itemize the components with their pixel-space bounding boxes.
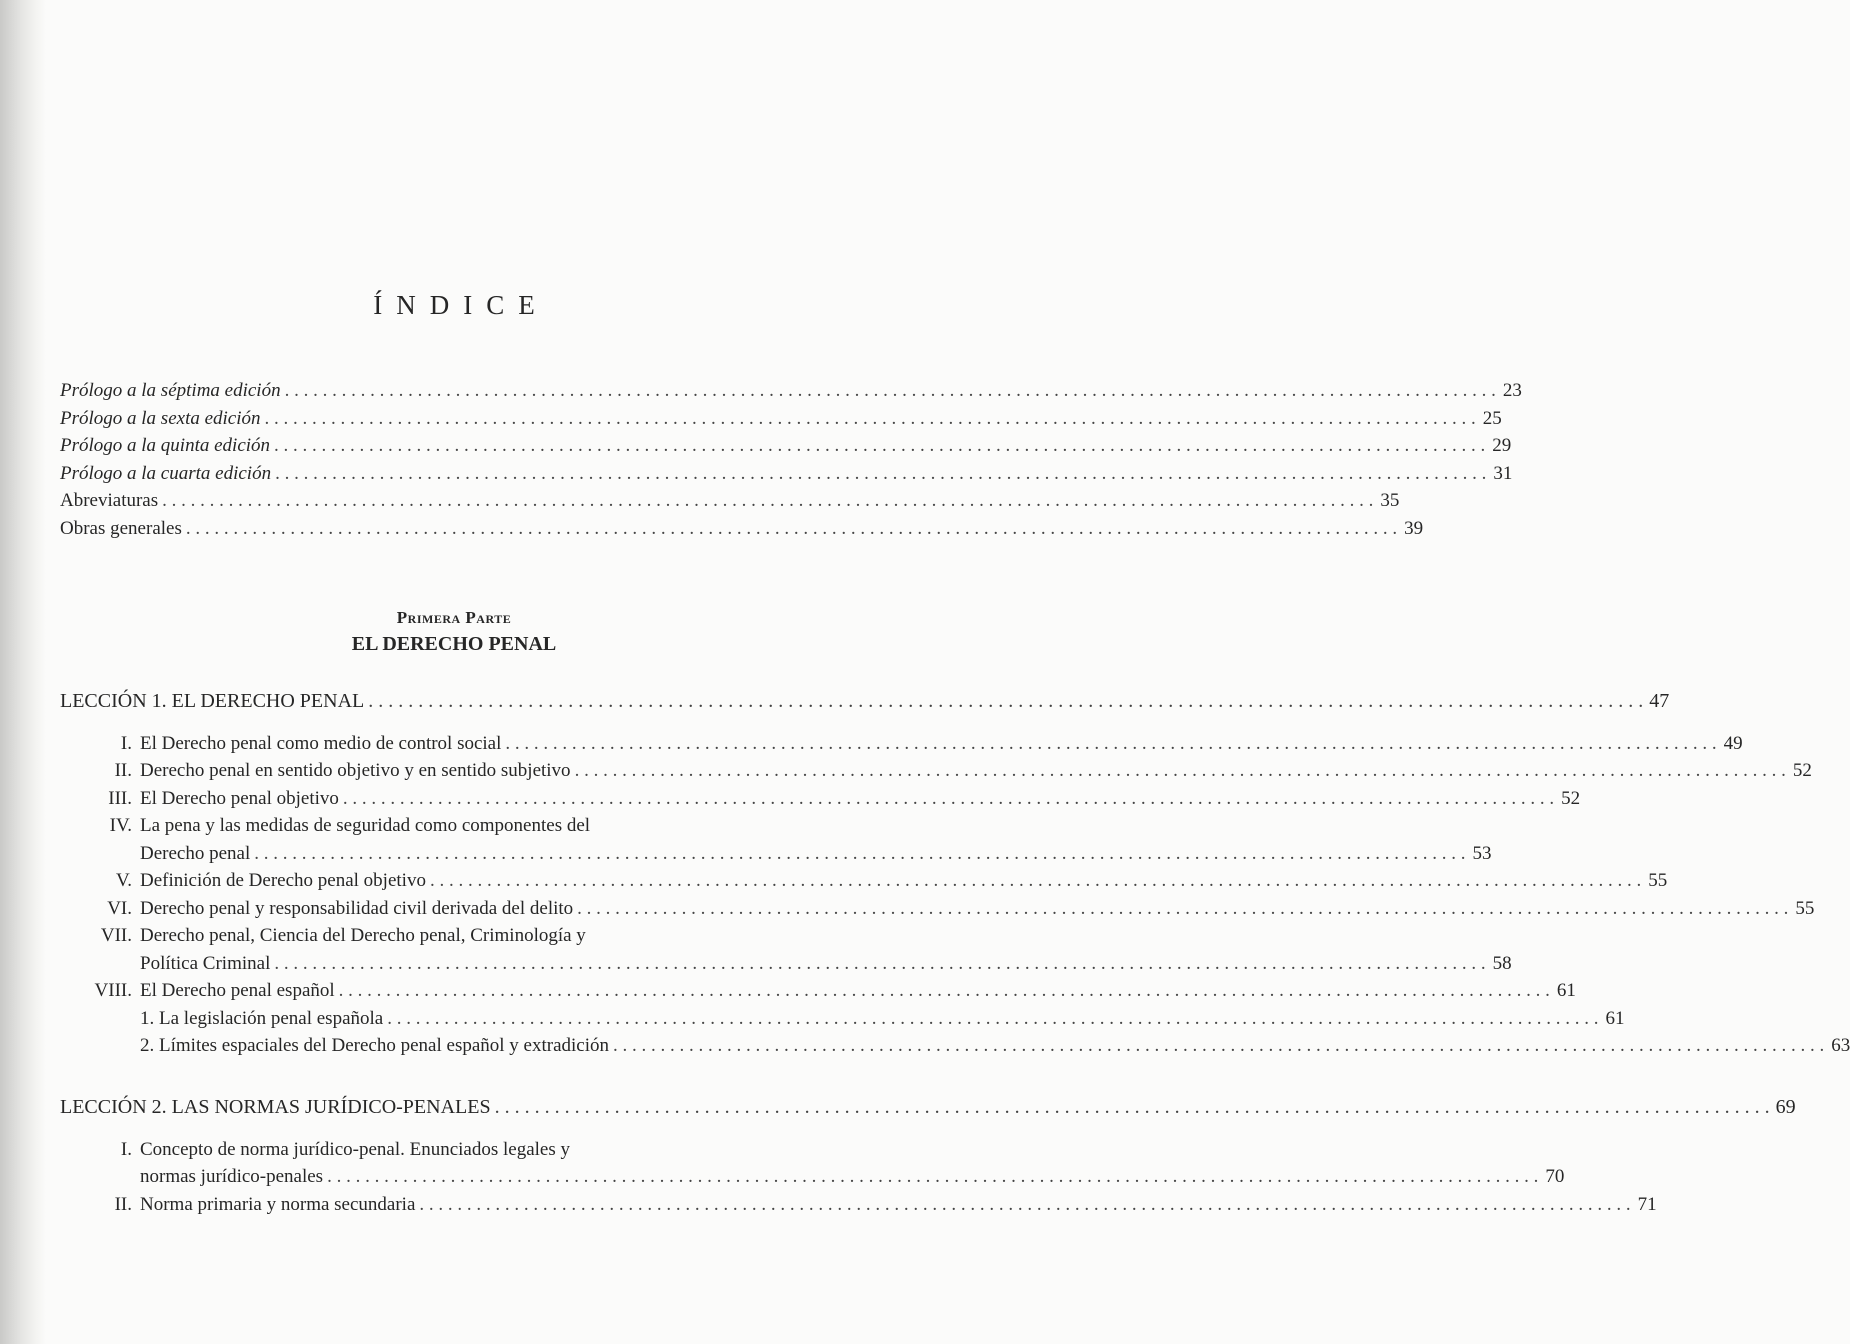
entry-label: Prólogo a la sexta edición [60, 407, 261, 429]
leader-dots [575, 757, 1786, 785]
leader-dots [254, 840, 1465, 868]
toc-section-entry[interactable] [140, 1163, 1564, 1191]
section-numeral: VIII. [94, 980, 132, 1001]
leader-dots [265, 405, 1476, 433]
leader-dots [387, 1005, 1598, 1033]
entry-label: Derecho penal y responsabilidad civil derivada del delito [140, 897, 574, 919]
leader-dots [505, 730, 1716, 758]
toc-section-entry[interactable] [140, 950, 1512, 978]
section-numeral: II. [114, 760, 132, 781]
entry-label: Prólogo a la séptima edición [60, 380, 281, 401]
entry-label: Derecho penal [140, 842, 251, 864]
toc-section-entry[interactable] [140, 840, 1492, 868]
section-numeral: II. [114, 1193, 132, 1215]
lesson-1-block [60, 688, 1850, 1060]
toc-section-item[interactable] [60, 1191, 1657, 1219]
page-number: 52 [1792, 760, 1812, 781]
entry-label: El Derecho penal como medio de control social [140, 732, 502, 754]
toc-front-entry[interactable] [60, 405, 1502, 433]
section-numeral: I. [120, 1138, 132, 1160]
page-number: 61 [1605, 1007, 1625, 1029]
page-number: 49 [1723, 732, 1743, 754]
lesson-2-block [60, 1094, 1796, 1218]
part-subtitle: Primera Parte [396, 608, 512, 627]
leader-dots [285, 377, 1496, 405]
leader-dots [327, 1163, 1538, 1191]
entry-label: 2. Límites espaciales del Derecho penal español y extradición [140, 1035, 610, 1056]
page-number: 70 [1545, 1166, 1565, 1187]
page-number: 58 [1492, 952, 1512, 974]
toc-front-entry[interactable] [60, 432, 1512, 460]
entry-label-line: Concepto de norma jurídico-penal. Enunciados legales y [140, 1138, 571, 1160]
toc-lesson-entry[interactable] [60, 688, 1670, 716]
page-number: 29 [1492, 435, 1512, 456]
toc-section-entry[interactable] [140, 785, 1580, 813]
page-number: 52 [1561, 787, 1581, 809]
leader-dots [339, 977, 1550, 1005]
page-number: 35 [1380, 490, 1400, 511]
page-number: 47 [1649, 690, 1670, 712]
page-number: 39 [1404, 517, 1424, 539]
page-number: 25 [1482, 407, 1502, 429]
toc-section-entry[interactable] [140, 977, 1576, 1005]
toc-section-item[interactable] [60, 867, 1668, 895]
toc-section-entry[interactable] [140, 730, 1743, 758]
leader-dots [368, 688, 1643, 716]
section-numeral: V. [115, 870, 132, 891]
leader-dots [577, 895, 1788, 923]
toc-front-entry[interactable] [60, 515, 1424, 543]
entry-label: 1. La legislación penal española [140, 1007, 384, 1029]
part-title: EL DERECHO PENAL [351, 633, 557, 655]
toc-subsection [60, 1032, 1850, 1060]
toc-section-item[interactable] [60, 757, 1812, 785]
page-number: 23 [1502, 380, 1522, 401]
section-numeral: I. [120, 732, 132, 754]
entry-label: Abreviaturas [60, 490, 159, 511]
section-numeral: VI. [107, 897, 132, 919]
toc-subsection-entry[interactable] [140, 1005, 1625, 1033]
leader-dots [343, 785, 1554, 813]
leader-dots [613, 1032, 1824, 1060]
toc-section-item[interactable] [60, 977, 1576, 1005]
entry-label-line: Derecho penal, Ciencia del Derecho penal, Criminología y [140, 925, 586, 946]
page-number: 31 [1493, 462, 1513, 484]
entry-label: Prólogo a la cuarta edición [60, 462, 272, 484]
toc-section-entry[interactable] [140, 895, 1814, 923]
page-title: ÍNDICE [373, 290, 549, 320]
leader-dots [495, 1094, 1770, 1122]
toc-front-entry[interactable] [60, 487, 1400, 515]
toc-section-entry[interactable] [140, 867, 1667, 895]
leader-dots [274, 950, 1485, 978]
toc-section-entry[interactable] [140, 1191, 1657, 1219]
toc-section-entry[interactable] [140, 757, 1812, 785]
entry-label: Norma primaria y norma secundaria [140, 1193, 416, 1215]
leader-dots [275, 460, 1486, 488]
leader-dots [274, 432, 1485, 460]
toc-section-item[interactable] [60, 812, 1492, 867]
toc-front-entry[interactable] [60, 377, 1522, 405]
section-numeral: VII. [100, 925, 132, 946]
page-number: 63 [1831, 1035, 1850, 1056]
toc-subsection [60, 1005, 1625, 1033]
entry-label: normas jurídico-penales [140, 1166, 324, 1187]
section-numeral: IV. [109, 815, 132, 836]
part-heading [0, 606, 908, 658]
entry-label: LECCIÓN 2. LAS NORMAS JURÍDICO-PENALES [60, 1096, 491, 1118]
toc-section-item[interactable] [60, 895, 1815, 923]
front-matter-list [60, 377, 1522, 542]
page-number: 71 [1637, 1193, 1657, 1215]
leader-dots [419, 1191, 1630, 1219]
page-gutter-shadow [0, 0, 46, 1344]
leader-dots [430, 867, 1641, 895]
leader-dots [162, 487, 1373, 515]
entry-label: Obras generales [60, 517, 182, 539]
entry-label: Derecho penal en sentido objetivo y en sentido subjetivo [140, 760, 571, 781]
page-number: 69 [1775, 1096, 1796, 1118]
section-numeral: III. [108, 787, 132, 809]
leader-dots [186, 515, 1397, 543]
toc-section-item[interactable] [60, 1136, 1565, 1191]
toc-section-item[interactable] [60, 730, 1743, 758]
toc-section-item[interactable] [60, 785, 1581, 813]
toc-section-item[interactable] [60, 922, 1512, 977]
entry-label: El Derecho penal objetivo [140, 787, 339, 809]
entry-label: El Derecho penal español [140, 980, 335, 1001]
entry-label: LECCIÓN 1. EL DERECHO PENAL [60, 690, 365, 712]
entry-label-line: La pena y las medidas de seguridad como componentes del [140, 815, 591, 836]
toc-front-entry[interactable] [60, 460, 1513, 488]
toc-lesson-entry[interactable] [60, 1094, 1796, 1122]
entry-label: Definición de Derecho penal objetivo [140, 870, 426, 891]
page-number: 61 [1556, 980, 1576, 1001]
entry-label: Política Criminal [140, 952, 271, 974]
toc-subsection-entry[interactable] [140, 1032, 1850, 1060]
page-number: 55 [1648, 870, 1668, 891]
page-number: 53 [1472, 842, 1492, 864]
page-number: 55 [1795, 897, 1815, 919]
entry-label: Prólogo a la quinta edición [60, 435, 271, 456]
